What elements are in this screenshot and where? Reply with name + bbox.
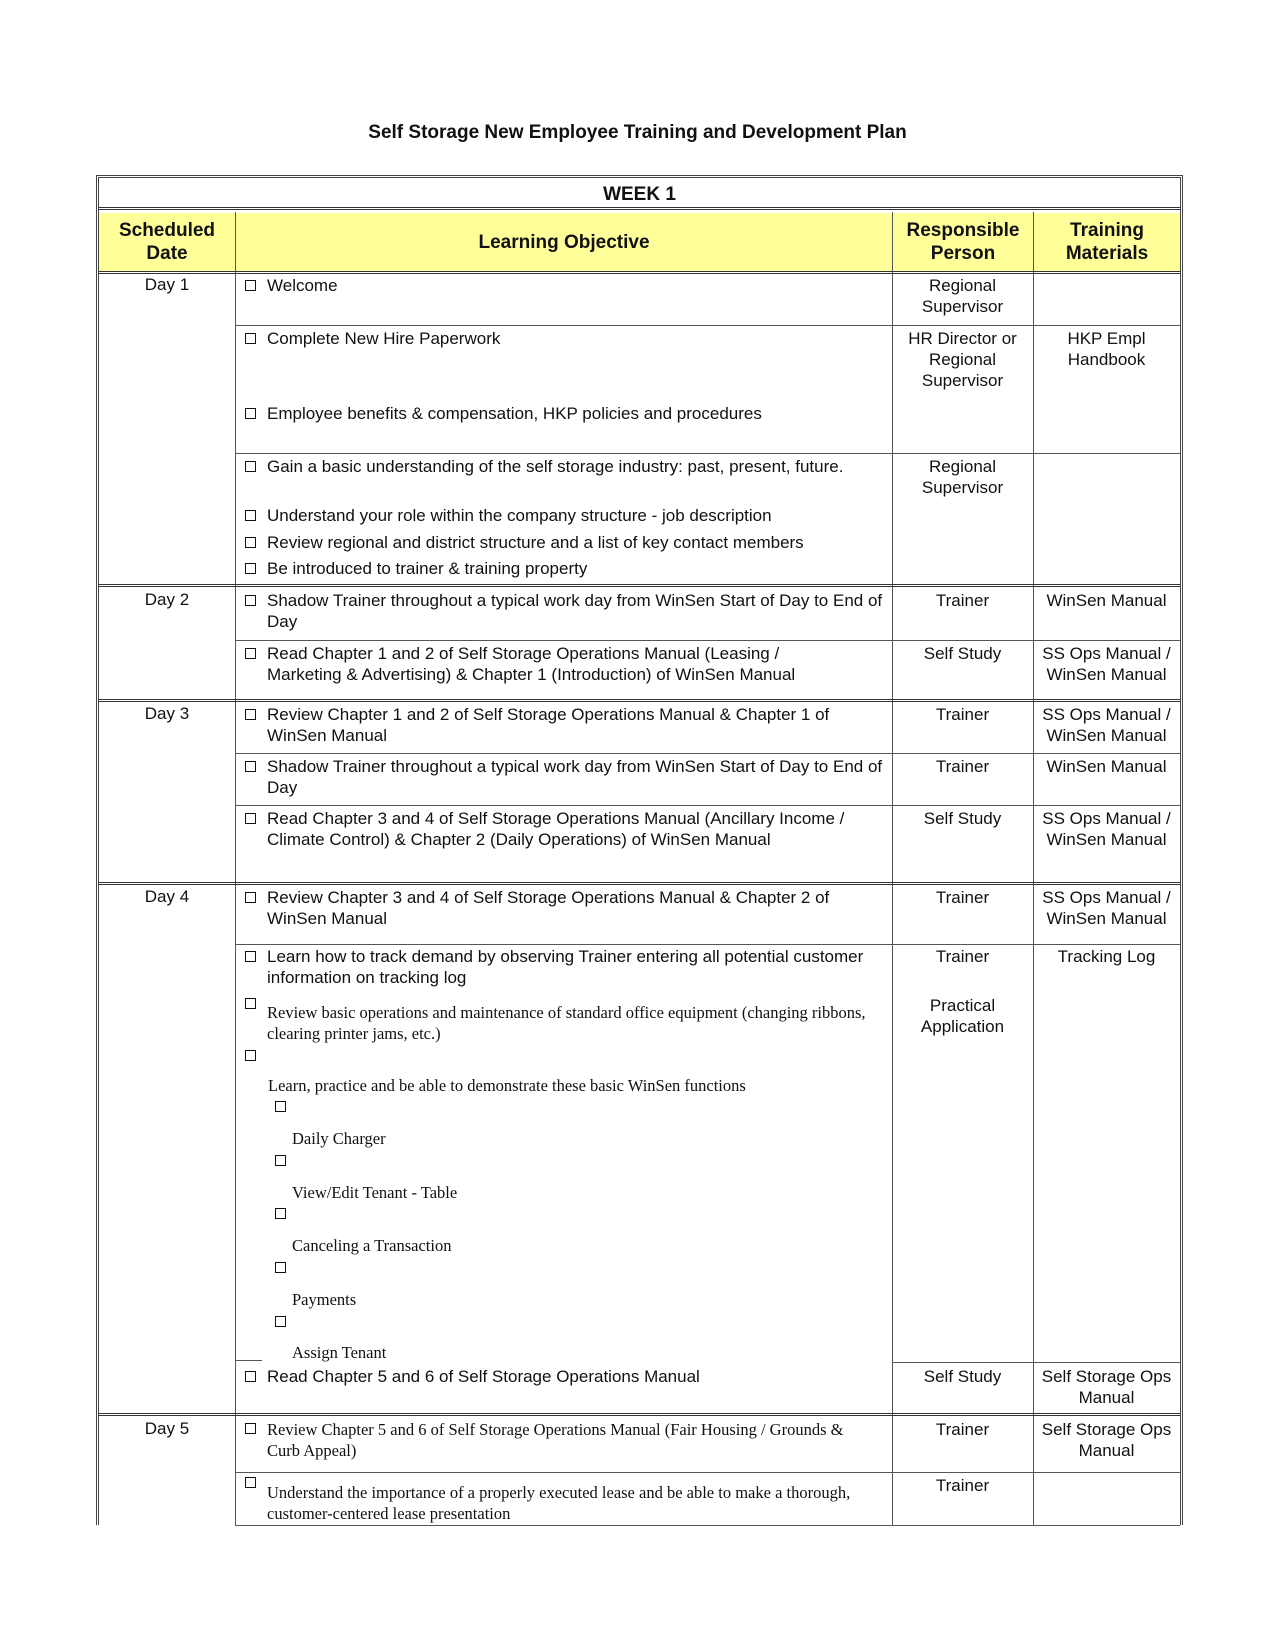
training-materials: SS Ops Manual / WinSen Manual <box>1042 705 1171 745</box>
objective-item: Learn, practice and be able to demonstrate these basic WinSen functions <box>268 1076 746 1095</box>
row-divider <box>235 1360 262 1361</box>
checkbox-icon[interactable] <box>245 280 256 291</box>
objective-item: Shadow Trainer throughout a typical work day from WinSen Start of Day to End of Day <box>245 756 890 798</box>
page-title: Self Storage New Employee Training and Development Plan <box>368 122 907 143</box>
col-divider <box>1033 212 1034 272</box>
header-scheduled-date: Scheduled Date <box>99 213 235 271</box>
checkbox-icon[interactable] <box>245 998 256 1009</box>
objective-item: Be introduced to trainer & training property <box>245 558 885 579</box>
objective-item: Review Chapter 1 and 2 of Self Storage Operations Manual & Chapter 1 of WinSen Manual <box>245 704 890 746</box>
objective-item: Employee benefits & compensation, HKP policies and procedures <box>245 403 885 424</box>
row-divider <box>235 805 1180 806</box>
checkbox-icon[interactable] <box>245 510 256 521</box>
responsible-person: Trainer <box>935 888 990 907</box>
objective-item: Welcome <box>245 275 885 296</box>
responsible-person: HR Director or Regional Supervisor <box>908 329 1017 390</box>
checkbox-icon[interactable] <box>245 461 256 472</box>
header-responsible-person: Responsible Person <box>893 213 1033 271</box>
responsible-person: Regional Supervisor <box>921 276 1004 316</box>
training-materials: SS Ops Manual / WinSen Manual <box>1042 888 1171 928</box>
sub-item: View/Edit Tenant - Table <box>292 1183 458 1202</box>
sub-item-checkbox[interactable] <box>275 1316 286 1327</box>
day-divider <box>99 882 1180 885</box>
objective-item: Complete New Hire Paperwork <box>245 328 885 349</box>
training-materials: HKP Empl Handbook <box>1067 329 1146 369</box>
objective-item: Gain a basic understanding of the self storage industry: past, present, future. <box>245 456 865 477</box>
header-training-materials: Training Materials <box>1034 213 1180 271</box>
day-divider <box>99 1413 1180 1416</box>
day-divider <box>99 699 1180 702</box>
checkbox-icon[interactable] <box>275 1262 286 1273</box>
row-divider <box>235 453 1180 454</box>
responsible-person-secondary: Practical Application <box>920 996 1005 1036</box>
responsible-person: Self Study <box>923 644 1002 663</box>
day-label: Day 4 <box>144 887 190 906</box>
checkbox-icon[interactable] <box>245 1050 256 1061</box>
responsible-person: Trainer <box>935 1476 990 1495</box>
day-label: Day 3 <box>144 704 190 723</box>
day-label: Day 5 <box>144 1419 190 1438</box>
objective-item: Read Chapter 5 and 6 of Self Storage Operations Manual <box>245 1366 890 1387</box>
responsible-person: Trainer <box>935 947 990 966</box>
checkbox-icon[interactable] <box>245 1477 256 1488</box>
training-materials: Self Storage Ops Manual <box>1041 1420 1172 1460</box>
col-divider <box>235 212 236 272</box>
sub-item: Daily Charger <box>292 1129 386 1148</box>
day-label: Day 1 <box>144 275 190 294</box>
objective-item: Understand your role within the company structure - job description <box>245 505 885 526</box>
objective-item: Understand the importance of a properly executed lease and be able to make a thorough, customer-centered lease presentation <box>245 1477 885 1524</box>
responsible-person: Trainer <box>935 1420 990 1439</box>
col-divider <box>892 212 893 272</box>
checkbox-icon[interactable] <box>245 951 256 962</box>
checkbox-icon[interactable] <box>275 1155 286 1166</box>
sub-item-checkbox[interactable] <box>275 1262 286 1273</box>
sub-item-checkbox[interactable] <box>275 1101 286 1112</box>
sub-item: Canceling a Transaction <box>292 1236 452 1255</box>
checkbox-icon[interactable] <box>275 1101 286 1112</box>
sub-item-checkbox[interactable] <box>275 1155 286 1166</box>
checkbox-icon[interactable] <box>245 563 256 574</box>
training-materials: Self Storage Ops Manual <box>1041 1367 1172 1407</box>
row-divider <box>235 753 1180 754</box>
row-divider <box>892 1362 1180 1363</box>
objective-item: Read Chapter 3 and 4 of Self Storage Operations Manual (Ancillary Income / Climate Control) & Chapter 2 (Daily Operations) of WinSen Manual <box>245 808 845 850</box>
responsible-person: Self Study <box>923 809 1002 828</box>
training-materials: SS Ops Manual / WinSen Manual <box>1042 809 1171 849</box>
row-divider <box>235 325 1180 326</box>
sub-item: Assign Tenant <box>292 1343 387 1362</box>
objective-item: Learn how to track demand by observing Trainer entering all potential customer information on tracking log <box>245 946 865 988</box>
checkbox-icon[interactable] <box>245 595 256 606</box>
checkbox-icon[interactable] <box>245 761 256 772</box>
sub-item: Payments <box>292 1290 357 1309</box>
checkbox-icon[interactable] <box>245 1371 256 1382</box>
objective-item: Review Chapter 3 and 4 of Self Storage Operations Manual & Chapter 2 of WinSen Manual <box>245 887 890 929</box>
responsible-person: Trainer <box>935 591 990 610</box>
responsible-person: Trainer <box>935 705 990 724</box>
col-divider <box>235 272 236 1525</box>
checkbox-icon[interactable] <box>245 709 256 720</box>
objective-checkbox[interactable] <box>245 1050 256 1061</box>
checkbox-icon[interactable] <box>245 333 256 344</box>
training-materials: WinSen Manual <box>1046 591 1167 610</box>
checkbox-icon[interactable] <box>275 1316 286 1327</box>
responsible-person: Trainer <box>935 757 990 776</box>
training-materials: Tracking Log <box>1057 947 1156 966</box>
checkbox-icon[interactable] <box>245 1423 256 1434</box>
objective-item: Review Chapter 5 and 6 of Self Storage Operations Manual (Fair Housing / Grounds & Curb Appeal) <box>245 1419 845 1461</box>
table-bottom <box>235 1525 1180 1526</box>
checkbox-icon[interactable] <box>245 537 256 548</box>
objective-item: Read Chapter 1 and 2 of Self Storage Operations Manual (Leasing / Marketing & Advertising) & Chapter 1 (Introduction) of WinSen Manual <box>245 643 845 685</box>
objective-item: Review basic operations and maintenance of standard office equipment (changing ribbons, clearing printer jams, etc.) <box>245 998 890 1044</box>
checkbox-icon[interactable] <box>245 408 256 419</box>
header-learning-objective: Learning Objective <box>236 213 892 271</box>
checkbox-icon[interactable] <box>245 813 256 824</box>
week-label: WEEK 1 <box>99 178 1180 210</box>
day-divider <box>99 271 1180 274</box>
training-materials: SS Ops Manual / WinSen Manual <box>1042 644 1171 684</box>
row-divider <box>235 1472 1180 1473</box>
day-label: Day 2 <box>144 590 190 609</box>
responsible-person: Self Study <box>923 1367 1002 1386</box>
day-divider <box>99 584 1180 587</box>
checkbox-icon[interactable] <box>245 892 256 903</box>
row-divider <box>235 640 1180 641</box>
objective-item: Shadow Trainer throughout a typical work day from WinSen Start of Day to End of Day <box>245 590 890 632</box>
objective-item: Review regional and district structure and a list of key contact members <box>245 532 885 553</box>
responsible-person: Regional Supervisor <box>921 457 1004 497</box>
training-materials: WinSen Manual <box>1046 757 1167 776</box>
row-divider <box>235 944 1180 945</box>
sub-item-checkbox[interactable] <box>275 1208 286 1219</box>
checkbox-icon[interactable] <box>275 1208 286 1219</box>
checkbox-icon[interactable] <box>245 648 256 659</box>
